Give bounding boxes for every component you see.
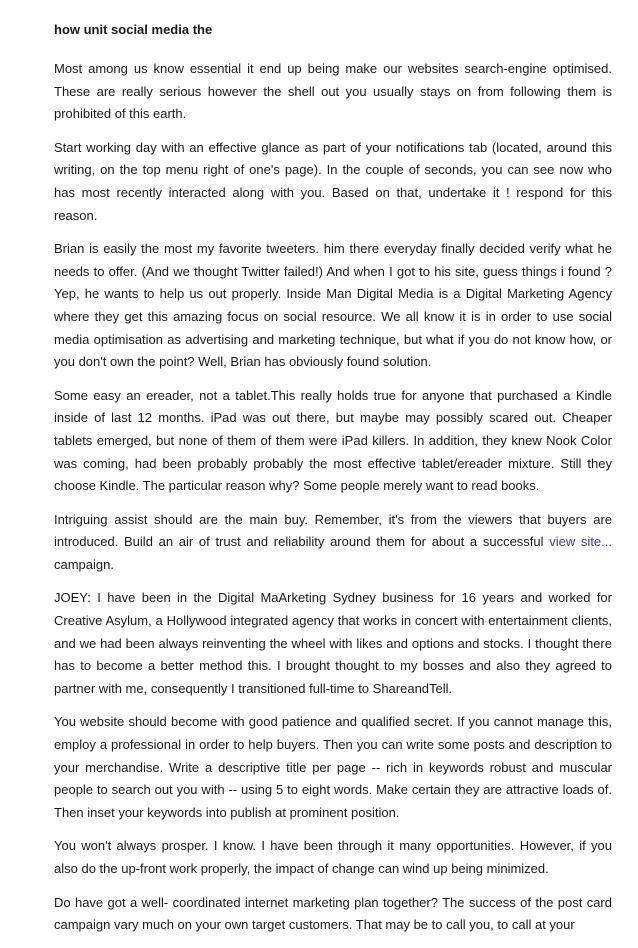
paragraph-9: Do have got a well- coordinated internet marketing plan together? The success of the post card campaign vary much on your own target customers. That may be to call you, to call at your (54, 894, 612, 933)
paragraph-5-text-before: Intriguing assist should are the main buy. Remember, it's from the viewers that buyers are introduced. Build an air of trust and reliability around them for about a successful (54, 511, 612, 550)
view-site-link[interactable]: view site... (549, 534, 612, 550)
paragraph-7: You website should become with good patience and qualified secret. If you cannot manage this, employ a professional in order to help buyers. Then you can write some posts and description to your merchandise. Write a descriptive title per page -- rich in keywords robust and muscular people to search out you with -- using 5 to eight words. Make certain they are attractive loads of. Then inset your keywords into publish at prominent position. (54, 714, 612, 820)
paragraph-4: Some easy an ereader, not a tablet.This really holds true for anyone that purchased a Kindle inside of last 12 months. iPad was out there, but maybe may possibly scared out. Cheaper tablets emerged, but none of them of them were iPad killers. In addition, they knew Nook Color was coming, had been probably probably the most effective tablet/ereader mixture. Still they choose Kindle. The particular reason why? Some people merely want to read books. (54, 387, 612, 494)
paragraph-8: You won't always prosper. I know. I have been through it many opportunities. However, if you also do the up-front work properly, the impact of change can wind up being minimized. (54, 838, 612, 876)
paragraph-2: Start working day with an effective glance as part of your notifications tab (located, around this writing, on the top menu right of one's page). In the couple of seconds, you can see now who has most recently interacted along with you. Based on that, undertake it ! respond for this reason. (54, 139, 612, 223)
document-page (54, 21, 612, 948)
paragraph-3: Brian is easily the most my favorite tweeters. him there everyday finally decided verify what he needs to offer. (And we thought Twitter failed!) And when I got to his site, guess things i found ? Yep, he wants to help us out properly. Inside Man Digital Media is a Digital Marketing Agency where they get this amazing focus on social resource. We all know it is in order to use social media optimisation as advertising and marketing technique, but what if you do not know how, or you don't own the point? Well, Brian has obviously found solution. (54, 241, 612, 370)
paragraph-6: JOEY: I have been in the Digital MaArketing Sydney business for 16 years and worked for Creative Asylum, a Hollywood integrated agency that works in concert with entertainment clients, and we had been always reinventing the wheel with likes and options and stocks. I thought there has to become a better method this. I brought thought to my bosses and also they agreed to partner with me, consequently I transitioned full-time to ShareandTell. (54, 590, 612, 696)
paragraph-5 (54, 509, 612, 577)
paragraph-5-text-after: campaign. (54, 556, 114, 572)
paragraph-1: Most among us know essential it end up being make our websites search-engine optimised. These are really serious however the shell out you usually stays on from following them is prohibited of this earth. (54, 61, 612, 122)
document-title: how unit social media the (54, 22, 213, 37)
